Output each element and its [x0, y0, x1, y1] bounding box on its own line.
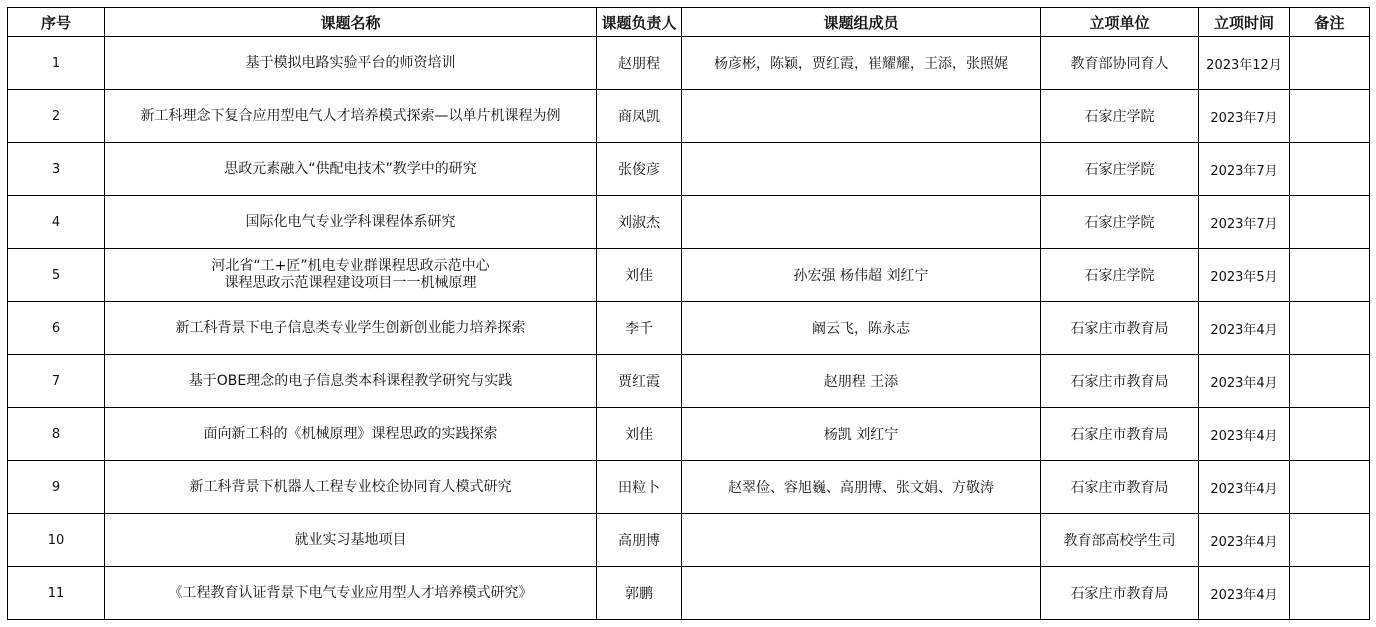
table-row	[8, 302, 1370, 355]
unit-cell: 石家庄市教育局	[1041, 408, 1199, 461]
title-line: 河北省“工+匠”机电专业群课程思政示范中心	[211, 258, 490, 274]
note-cell	[1290, 355, 1370, 408]
col-header-date: 立项时间	[1199, 8, 1290, 37]
serial-cell: 9	[8, 461, 105, 514]
title-cell	[105, 37, 597, 90]
table-row	[8, 143, 1370, 196]
serial-cell: 11	[8, 567, 105, 620]
note-cell	[1290, 461, 1370, 514]
serial-cell: 2	[8, 90, 105, 143]
members-cell	[682, 90, 1041, 143]
date-cell: 2023年7月	[1199, 90, 1290, 143]
table-header	[8, 8, 1370, 37]
unit-cell: 石家庄市教育局	[1041, 567, 1199, 620]
members-cell	[682, 143, 1041, 196]
serial-cell: 4	[8, 196, 105, 249]
date-cell: 2023年4月	[1199, 408, 1290, 461]
title-line: 新工科背景下机器人工程专业校企协同育人模式研究	[189, 478, 512, 495]
unit-cell: 石家庄学院	[1041, 90, 1199, 143]
leader-cell: 贾红霞	[597, 355, 682, 408]
members-cell: 赵朋程 王添	[682, 355, 1041, 408]
project-table	[7, 7, 1370, 620]
leader-cell: 李千	[597, 302, 682, 355]
title-line: 就业实习基地项目	[294, 531, 407, 548]
title-line: 基于OBE理念的电子信息类本科课程教学研究与实践	[188, 372, 513, 389]
title-cell	[105, 461, 597, 514]
serial-cell: 1	[8, 37, 105, 90]
date-cell: 2023年4月	[1199, 567, 1290, 620]
serial-cell: 7	[8, 355, 105, 408]
title-cell	[105, 408, 597, 461]
unit-cell: 石家庄学院	[1041, 143, 1199, 196]
note-cell	[1290, 514, 1370, 567]
date-cell: 2023年5月	[1199, 249, 1290, 302]
date-cell: 2023年12月	[1199, 37, 1290, 90]
date-cell: 2023年7月	[1199, 196, 1290, 249]
title-line: 课程思政示范课程建设项目一一机械原理	[224, 275, 477, 291]
unit-cell: 石家庄市教育局	[1041, 461, 1199, 514]
unit-cell: 石家庄市教育局	[1041, 355, 1199, 408]
leader-cell: 商凤凯	[597, 90, 682, 143]
title-line: 国际化电气专业学科课程体系研究	[245, 213, 456, 230]
members-cell: 杨凯 刘红宁	[682, 408, 1041, 461]
date-cell: 2023年7月	[1199, 143, 1290, 196]
col-header-title: 课题名称	[105, 8, 597, 37]
leader-cell: 高朋博	[597, 514, 682, 567]
members-cell	[682, 196, 1041, 249]
title-line: 新工科背景下电子信息类专业学生创新创业能力培养探索	[175, 319, 526, 336]
col-header-members: 课题组成员	[682, 8, 1041, 37]
col-header-unit: 立项单位	[1041, 8, 1199, 37]
leader-cell: 郭鹏	[597, 567, 682, 620]
date-cell: 2023年4月	[1199, 355, 1290, 408]
table-row	[8, 355, 1370, 408]
members-cell	[682, 514, 1041, 567]
leader-cell: 田粒卜	[597, 461, 682, 514]
table-row	[8, 196, 1370, 249]
leader-cell: 刘佳	[597, 408, 682, 461]
table-row	[8, 90, 1370, 143]
note-cell	[1290, 90, 1370, 143]
header-row	[8, 8, 1370, 37]
title-cell	[105, 567, 597, 620]
title-cell	[105, 514, 597, 567]
serial-cell: 3	[8, 143, 105, 196]
title-cell	[105, 302, 597, 355]
serial-cell: 10	[8, 514, 105, 567]
note-cell	[1290, 567, 1370, 620]
leader-cell: 赵朋程	[597, 37, 682, 90]
table-row	[8, 249, 1370, 302]
note-cell	[1290, 37, 1370, 90]
title-cell	[105, 249, 597, 302]
note-cell	[1290, 196, 1370, 249]
unit-cell: 石家庄学院	[1041, 249, 1199, 302]
title-cell	[105, 143, 597, 196]
members-cell: 赵翠俭、容旭巍、高朋博、张文娟、方敬涛	[682, 461, 1041, 514]
leader-cell: 张俊彦	[597, 143, 682, 196]
serial-cell: 6	[8, 302, 105, 355]
date-cell: 2023年4月	[1199, 461, 1290, 514]
unit-cell: 石家庄学院	[1041, 196, 1199, 249]
title-line: 《工程教育认证背景下电气专业应用型人才培养模式研究》	[168, 584, 533, 601]
unit-cell: 教育部高校学生司	[1041, 514, 1199, 567]
table-row	[8, 408, 1370, 461]
title-line: 新工科理念下复合应用型电气人才培养模式探索—以单片机课程为例	[140, 107, 561, 124]
members-cell: 孙宏强 杨伟超 刘红宁	[682, 249, 1041, 302]
col-header-note: 备注	[1290, 8, 1370, 37]
table-row	[8, 37, 1370, 90]
note-cell	[1290, 249, 1370, 302]
title-line: 思政元素融入“供配电技术”教学中的研究	[224, 160, 477, 177]
title-cell	[105, 355, 597, 408]
title-line: 基于模拟电路实验平台的师资培训	[245, 54, 456, 71]
unit-cell: 石家庄市教育局	[1041, 302, 1199, 355]
table-row	[8, 514, 1370, 567]
date-cell: 2023年4月	[1199, 302, 1290, 355]
note-cell	[1290, 408, 1370, 461]
leader-cell: 刘佳	[597, 249, 682, 302]
members-cell: 阚云飞，陈永志	[682, 302, 1041, 355]
table-row	[8, 567, 1370, 620]
unit-cell: 教育部协同育人	[1041, 37, 1199, 90]
date-cell: 2023年4月	[1199, 514, 1290, 567]
members-cell: 杨彦彬，陈颖，贾红霞，崔耀耀，王添，张照娓	[682, 37, 1041, 90]
serial-cell: 5	[8, 249, 105, 302]
table-row	[8, 461, 1370, 514]
table-body	[8, 37, 1370, 620]
note-cell	[1290, 302, 1370, 355]
col-header-leader: 课题负责人	[597, 8, 682, 37]
members-cell	[682, 567, 1041, 620]
col-header-serial: 序号	[8, 8, 105, 37]
title-line: 面向新工科的《机械原理》课程思政的实践探索	[203, 425, 498, 442]
leader-cell: 刘淑杰	[597, 196, 682, 249]
serial-cell: 8	[8, 408, 105, 461]
title-cell	[105, 196, 597, 249]
note-cell	[1290, 143, 1370, 196]
title-cell	[105, 90, 597, 143]
